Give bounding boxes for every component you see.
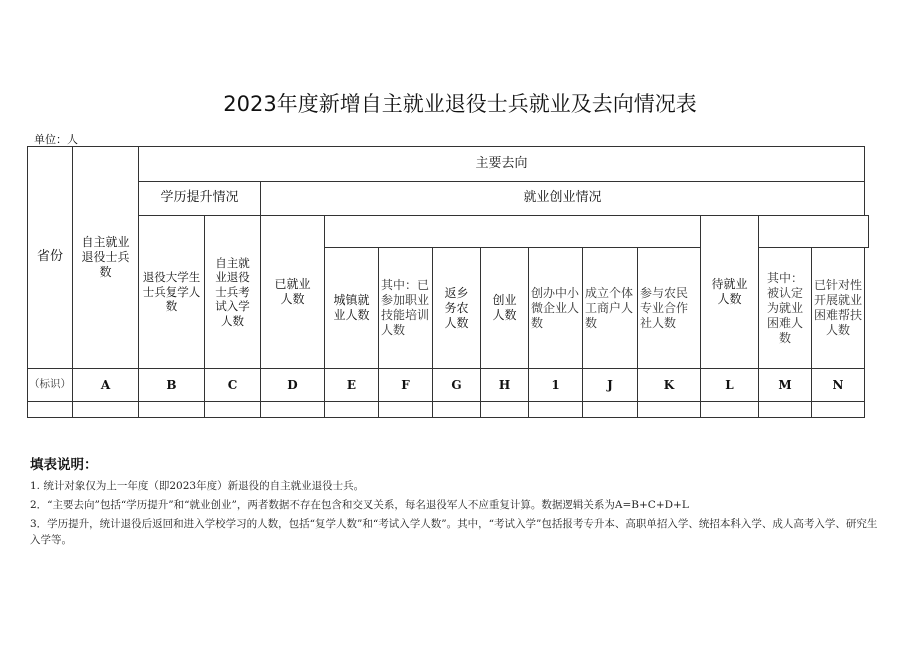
data-cell[interactable] xyxy=(205,402,261,418)
data-cell[interactable] xyxy=(261,402,325,418)
header-province: 省份 xyxy=(28,147,73,369)
notes-heading: 填表说明： xyxy=(30,457,98,473)
note-item: 1. 统计对象仅为上一年度（即2023年度）新退役的自主就业退役士兵。 xyxy=(30,480,365,492)
header-col-e: 城镇就业人数 xyxy=(325,248,379,369)
header-col-m: 其中：被认定为就业困难人数 xyxy=(759,248,812,369)
header-col-g: 返乡务农人数 xyxy=(433,248,481,369)
header-spacer-right xyxy=(759,216,869,248)
data-cell[interactable] xyxy=(481,402,529,418)
code-cell: G xyxy=(433,369,481,402)
data-cell[interactable] xyxy=(759,402,812,418)
header-col-l: 待就业人数 xyxy=(701,216,759,369)
code-cell: H xyxy=(481,369,529,402)
code-cell: E xyxy=(325,369,379,402)
code-label: （标识） xyxy=(28,369,73,402)
unit-label: 单位：人 xyxy=(34,133,78,146)
code-cell: F xyxy=(379,369,433,402)
page-title: 2023年度新增自主就业退役士兵就业及去向情况表 xyxy=(223,92,697,116)
header-col-j: 成立个体工商户人数 xyxy=(583,248,638,369)
data-cell[interactable] xyxy=(638,402,701,418)
header-col-n: 已针对性开展就业困难帮扶人数 xyxy=(812,248,865,369)
data-cell[interactable] xyxy=(325,402,379,418)
data-cell[interactable] xyxy=(529,402,583,418)
header-spacer xyxy=(325,216,701,248)
header-employment-group: 就业创业情况 xyxy=(261,182,865,216)
note-item: 2．“主要去向”包括“学历提升”和“就业创业”，两者数据不存在包含和交叉关系，每名退役军人不应重复计算。数据逻辑关系为A=B+C+D+L xyxy=(30,499,689,511)
header-col-i: 创办中小微企业人数 xyxy=(529,248,583,369)
header-col-c: 自主就业退役士兵考试入学人数 xyxy=(205,216,261,369)
data-cell[interactable] xyxy=(433,402,481,418)
table-row xyxy=(28,402,869,418)
header-total-soldiers: 自主就业退役士兵数 xyxy=(73,147,139,369)
code-cell: N xyxy=(812,369,865,402)
data-cell[interactable] xyxy=(812,402,865,418)
data-cell[interactable] xyxy=(28,402,73,418)
code-cell: M xyxy=(759,369,812,402)
code-cell: C xyxy=(205,369,261,402)
header-main-destination: 主要去向 xyxy=(139,147,865,182)
data-cell[interactable] xyxy=(73,402,139,418)
code-cell: A xyxy=(73,369,139,402)
data-cell[interactable] xyxy=(583,402,638,418)
code-cell: K xyxy=(638,369,701,402)
header-col-k: 参与农民专业合作社人数 xyxy=(638,248,701,369)
header-col-d: 已就业人数 xyxy=(261,216,325,369)
header-education-group: 学历提升情况 xyxy=(139,182,261,216)
code-cell: 1 xyxy=(529,369,583,402)
code-cell: D xyxy=(261,369,325,402)
note-item: 3．学历提升，统计退役后返回和进入学校学习的人数，包括“复学人数”和“考试入学人数”。其中，“考试入学”包括报考专升本、高职单招入学、统招本科入学、成人高考入学、研究生入学等。 xyxy=(30,518,878,547)
data-cell[interactable] xyxy=(139,402,205,418)
statistics-table xyxy=(27,146,869,418)
header-col-f: 其中：已参加职业技能培训人数 xyxy=(379,248,433,369)
header-col-h: 创业人数 xyxy=(481,248,529,369)
data-cell[interactable] xyxy=(701,402,759,418)
header-col-b: 退役大学生士兵复学人数 xyxy=(139,216,205,369)
data-cell[interactable] xyxy=(379,402,433,418)
code-cell: J xyxy=(583,369,638,402)
code-cell: B xyxy=(139,369,205,402)
code-cell: L xyxy=(701,369,759,402)
